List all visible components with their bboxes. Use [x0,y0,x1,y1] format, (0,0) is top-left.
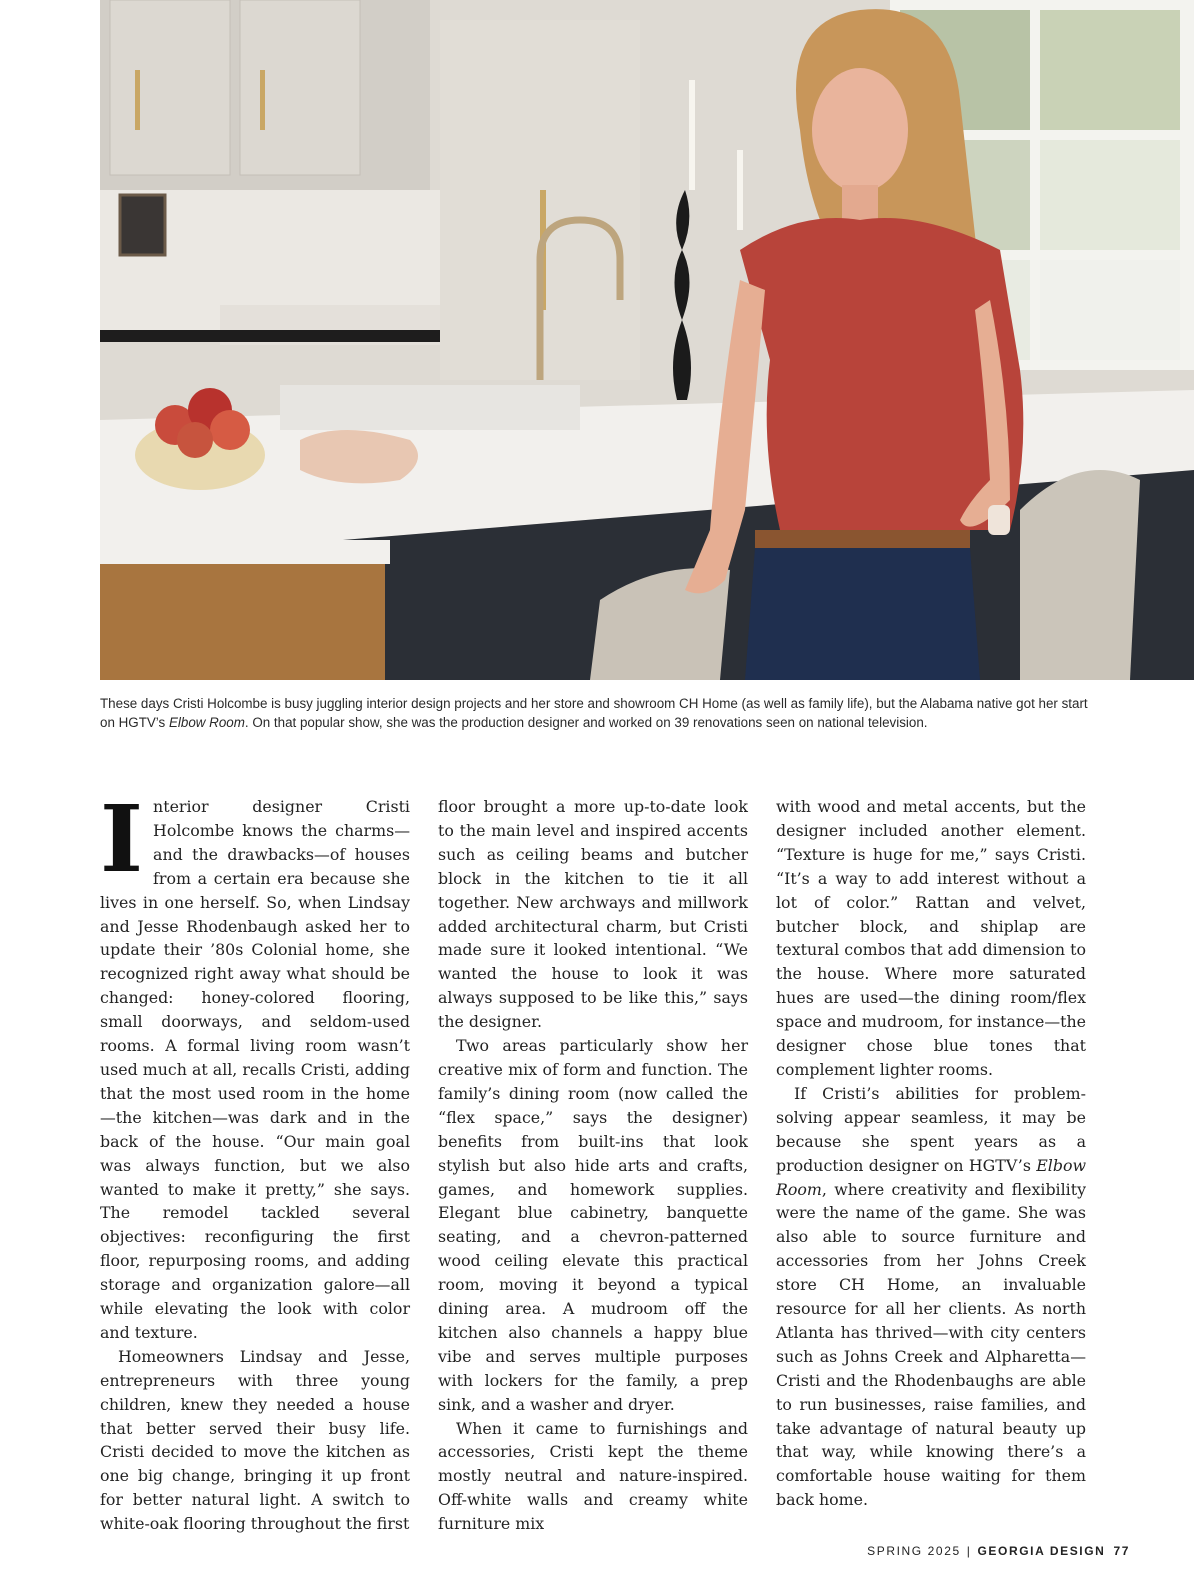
face [812,68,908,192]
back-counter [100,330,440,342]
article-column-1 [100,785,410,1536]
article-paragraph: When it came to furnishings and accessories, Cristi kept the theme mostly neutral and nature-inspired. Off-white walls and creamy white furniture mix [438,1418,748,1534]
article-paragraph: Homeowners Lindsay and Jesse, entrepreneurs with three young children, knew they needed a house that better served their busy life. Cristi decided to move the kitchen as one big change, bringing it up front for better natural light. A switch to white-oak flooring throughout the first [100,1346,410,1534]
issue-season: SPRING 2025 [867,1544,961,1558]
footer-separator: | [966,1544,972,1558]
article-column-3 [776,795,1086,1512]
kitchen-portrait-illustration [100,0,1194,680]
article-paragraph: If Cristi’s abilities for problem-solving appear seamless, it may be because she spent years as a production designer on HGTV’s Elbow Room, where creativity and flexibility were the name of the game. She was also able to source furniture and accessories from her Johns Creek store CH Home, an invaluable resource for all her clients. As north Atlanta has thrived—with city centers such as Johns Creek and Alpharetta—Cristi and the Rhodenbaughs are able to run businesses, raise families, and take advantage of natural beauty up that way, while knowing there’s a comfortable house waiting for them back home. [776,1083,1086,1510]
butcher-block-end [100,560,385,680]
photo-caption: These days Cristi Holcombe is busy juggling interior design projects and her store and showroom CH Home (as well as family life), but the Alabama native got her start on HGTV’s Elbow Room. On that popular show, she was the production designer and worked on 39 renovations seen on national television. [100,696,1088,730]
page-number: 77 [1113,1544,1130,1558]
article-paragraph: Two areas particularly show her creative mix of form and function. The family’s dining room (now called the “flex space,” says the designer) benefits from built-ins that look stylish but also hide arts and crafts, games, and homework supplies. Elegant blue cabinetry, banquette seating, and a chevron-patterned wood ceiling elevate this practical room, moving it beyond a typical dining area. A mudroom off the kitchen also channels a happy blue vibe and serves multiple purposes with lockers for the family, a prep sink, and a washer and dryer. [438,1036,748,1414]
belt [755,530,970,548]
blouse [740,218,1023,530]
magazine-name: GEORGIA DESIGN [977,1544,1106,1558]
article-column-2 [438,795,748,1536]
framed-print [120,195,165,255]
stool-right [1020,470,1140,680]
article-paragraph: with wood and metal accents, but the designer included another element. “Texture is huge for me,” says Cristi. “It’s a way to add interest without a lot of color.” Rattan and velvet, butcher block, and shiplap are textural combos that add dimension to the house. Where more saturated hues are used—the dining room/flex space and mudroom, for instance—the designer chose blue tones that complement lighter rooms. [776,797,1086,1079]
tea-towel [300,430,418,483]
sink [280,385,580,430]
article-paragraph: floor brought a more up-to-date look to the main level and inspired accents such as ceiling beams and butcher block in the kitchen to tie it all together. New archways and millwork added architectural charm, but Cristi made sure it looked intentional. “We wanted the house to look it was always supposed to be like this,” says the designer. [438,797,748,1032]
jeans [745,548,980,680]
drop-cap: I [100,785,144,893]
hero-photo [100,0,1194,680]
article-paragraph: Interior designer Cristi Holcombe knows the charms—and the drawbacks—of houses from a certain era because she lives in one herself. So, when Lindsay and Jesse Rhodenbaugh asked her to update their ’80s Colonial home, she recognized right away what should be changed: honey-colored flooring, small doorways, and seldom-used rooms. A formal living room wasn’t used much at all, recalls Cristi, adding that the most used room in the home—the kitchen—was dark and in the back of the house. “Our main goal was always function, but we also wanted to make it pretty,” she says. The remodel tackled several objectives: reconfiguring the first floor, repurposing rooms, and adding storage and organization galore—all while elevating the look with color and texture. [100,785,410,1342]
page-footer [867,1544,1130,1558]
